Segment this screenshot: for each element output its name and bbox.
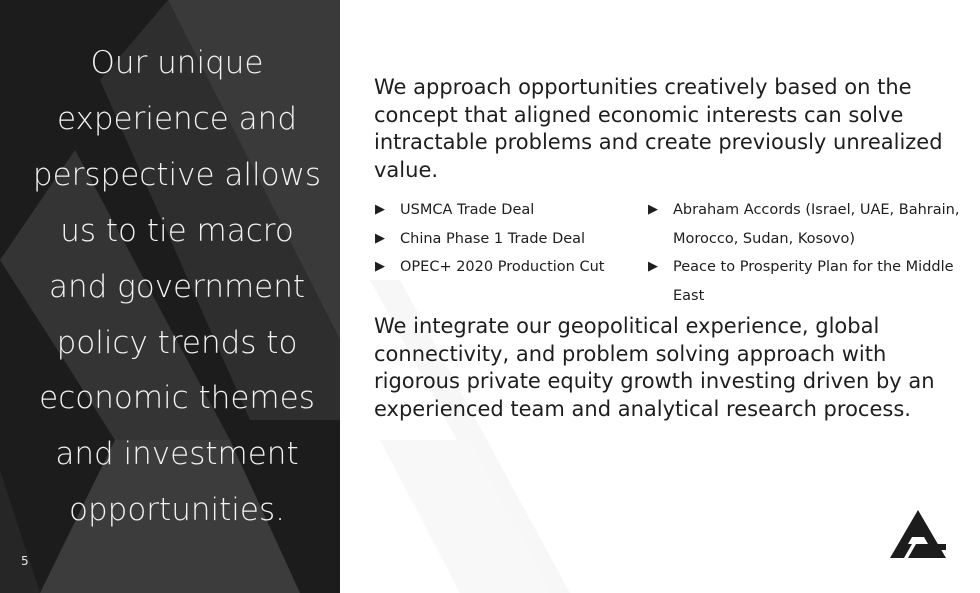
list-item: [375, 196, 635, 225]
left-panel: [0, 0, 340, 593]
triangle-right-icon: ▶: [375, 230, 385, 246]
integration-paragraph: We integrate our geopolitical experience, global connectivity, and problem solving approach with rigorous private equity growth investing driven by an experienced team and analytical research process.: [374, 314, 935, 421]
triangle-right-icon: ▶: [648, 202, 658, 217]
left-headline: [0, 36, 340, 539]
bullet-list-right: [648, 196, 978, 310]
headline-line: economic themes: [39, 380, 315, 417]
bullet-text: USMCA Trade Deal: [400, 202, 535, 218]
list-item: [648, 253, 978, 310]
intro-paragraph: We approach opportunities creatively based on the concept that aligned economic interests can solve intractable problems and create previously unrealized value.: [374, 75, 943, 182]
bullet-text: China Phase 1 Trade Deal: [400, 230, 586, 247]
triangle-right-icon: ▶: [375, 202, 385, 217]
headline-line: us to tie macro: [60, 212, 294, 249]
page-number: 5: [21, 554, 29, 568]
list-item: [375, 253, 635, 282]
headline-line: and government: [48, 268, 306, 305]
headline-line: experience and: [57, 100, 297, 137]
triangle-logo-icon: [890, 510, 946, 560]
bullet-text: Peace to Prosperity Plan for the Middle East: [673, 259, 954, 304]
list-item: [648, 196, 978, 253]
list-item: [375, 225, 635, 254]
headline-line: policy trends to: [56, 324, 298, 361]
bullet-text: Abraham Accords (Israel, UAE, Bahrain, Morocco, Sudan, Kosovo): [673, 202, 960, 247]
headline-line: perspective allows: [32, 156, 322, 193]
triangle-right-icon: ▶: [648, 259, 658, 274]
headline-line: Our unique: [90, 45, 264, 81]
bullet-list-left: [375, 196, 635, 282]
triangle-right-icon: ▶: [375, 259, 385, 274]
bullet-text: OPEC+ 2020 Production Cut: [400, 259, 605, 275]
headline-line: and investment: [55, 436, 299, 473]
headline-line: opportunities.: [69, 492, 285, 529]
